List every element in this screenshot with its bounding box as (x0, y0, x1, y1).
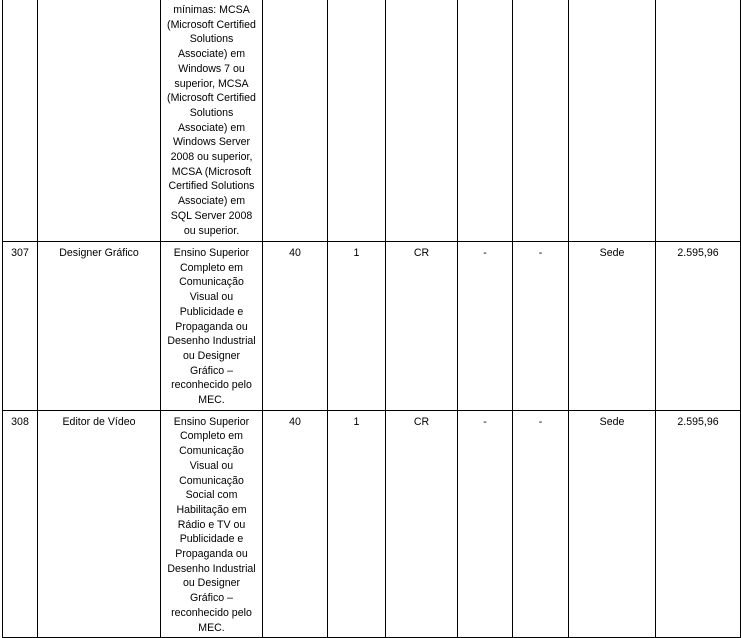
vacancies-cell: 1 (328, 242, 386, 411)
type-cell: CR (386, 242, 458, 411)
location-cell: Sede (569, 242, 656, 411)
code-cell (3, 0, 38, 242)
table-row (3, 0, 741, 242)
title-cell (38, 0, 161, 242)
salary-cell (656, 0, 741, 242)
positions-table (2, 0, 741, 638)
table-row (3, 242, 741, 411)
salary-cell: 2.595,96 (656, 242, 741, 411)
col7-cell (458, 0, 513, 242)
hours-cell: 40 (263, 410, 328, 638)
requirements-cell: mínimas: MCSA (Microsoft Certified Solutions Associate) em Windows 7 ou superior, MCSA (Microsoft Certified Solutions Associate) em Windows Server 2008 ou superior, MCSA (Microsoft Certified Solutions Associate) em SQL Server 2008 ou superior. (161, 0, 263, 242)
type-cell (386, 0, 458, 242)
vacancies-cell: 1 (328, 410, 386, 638)
location-cell (569, 0, 656, 242)
col8-cell: - (513, 410, 569, 638)
col8-cell (513, 0, 569, 242)
location-cell: Sede (569, 410, 656, 638)
type-cell: CR (386, 410, 458, 638)
vacancies-cell (328, 0, 386, 242)
code-cell: 307 (3, 242, 38, 411)
code-cell: 308 (3, 410, 38, 638)
title-cell: Editor de Vídeo (38, 410, 161, 638)
col8-cell: - (513, 242, 569, 411)
salary-cell: 2.595,96 (656, 410, 741, 638)
hours-cell (263, 0, 328, 242)
col7-cell: - (458, 242, 513, 411)
table-row (3, 410, 741, 638)
title-cell: Designer Gráfico (38, 242, 161, 411)
hours-cell: 40 (263, 242, 328, 411)
requirements-cell: Ensino Superior Completo em Comunicação Visual ou Publicidade e Propaganda ou Desenho Industrial ou Designer Gráfico – reconhecido pelo MEC. (161, 242, 263, 411)
requirements-cell: Ensino Superior Completo em Comunicação Visual ou Comunicação Social com Habilitação em Rádio e TV ou Publicidade e Propaganda ou Desenho Industrial ou Designer Gráfico – reconhecido pelo MEC. (161, 410, 263, 638)
col7-cell: - (458, 410, 513, 638)
